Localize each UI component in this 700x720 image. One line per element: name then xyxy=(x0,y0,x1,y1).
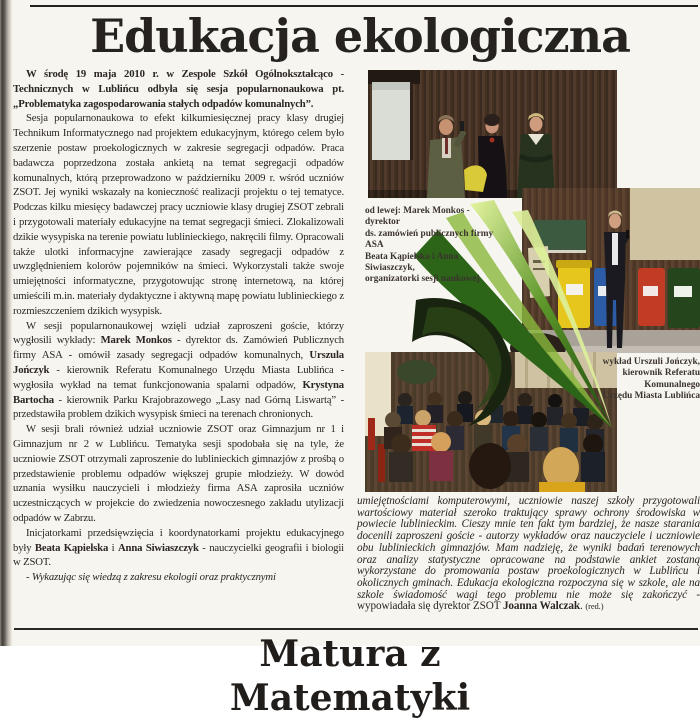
article-paragraph-initiators: Inicjatorkami przedsięwzięcia i koordynatorkami projektu edukacyjnego były Beata Kąpielska i Anna Siwiaszczyk - nauczycielki geografii i biologii w ZSOT. xyxy=(13,526,344,569)
article-paragraph-project: Sesja popularnonaukowa to efekt kilkumiesięcznej pracy klasy drugiej Technikum Informatycznego nad projektem edukacyjnym, którego celem było szerzenie postaw proekologicznych w zakresie segregacji odpadów. Praca badawcza poprzedzona została ankietą na temat segregacji odpadów komunalnych, którą przeprowadzono w październiku 2009 r. wśród uczniów ZSOT. Jej wyniki wskazały na konieczność realizacji projektu o tej tematyce. Podczas kilku miesięcy badawczej pracy uczniowie klasy drugiej ZSOT zebrali i przygotowali materiały edukacyjne na temat segregacji śmieci. Zlokalizowali dzikie wysypiska na terenie powiatu lublinieckiego, nakręcili filmy. Opracowali także ulotki informacyjne zawierające zasady segregacji odpadów z uwzględnieniem kolorów pojemników na śmieci. Wykorzystali także swoje umiejętności informatyczne, przygotowując stronę internetową, na której umieścili m.in. materiały dydaktyczne i aktywną mapę powiatu lublinieckiego z rozmieszczeniem dzikich wysypisk. xyxy=(13,112,344,317)
scan-gutter-shadow xyxy=(0,0,13,646)
article-paragraph-schools: W sesji brali również udział uczniowie ZSOT oraz Gimnazjum nr 1 i Gimnazjum nr 2 w Lublińcu. Tematyka sesji spodobała się na tyle, że uczniowie ZSOT otrzymali zaproszenie do lublinieckich gimnazjów z prośbą o przedstawienie problemu odpadów większej grupie młodzieży. W dowód uznania wysiłku nauczycieli i młodzieży firma ASA zaprosiła uczniów uczestniczących w projekcie do zwiedzenia nowoczesnego zakładu utylizacji odpadów w Zabrzu. xyxy=(13,423,344,524)
next-article-headline-partial: Matura z Matematyki xyxy=(229,633,471,719)
article-quote-start: - Wykazując się wiedzą z zakresu ekologii oraz praktycznymi xyxy=(26,571,276,584)
photo-speakers xyxy=(368,70,617,198)
photo-speakers-image xyxy=(368,70,617,198)
director-quote-block: umiejętnościami komputerowymi, uczniowie naszej szkoły przygotowali wartościowy materiał szeroko traktujący sprawy ochrony środowiska w powiecie lublinieckim. Cieszy mnie ten fakt tym bardziej, że nasze starania docenili zaproszeni goście - autorzy wykładów oraz nauczyciele i uczniowie obu lublinieckich gimnazjów. Mam nadzieję, że wyniki badań terenowych oraz analizy statystyczne opracowane na podstawie ankiet zostaną wykorzystane do promowania postaw proekologicznych w Lublińcu i okolicznych gminach. Edukacja ekologiczna rozpoczyna się w szkole, ale na szkole świadomość wagi tego problemu nie może się zakończyć - wypowiadała się dyrektor ZSOT Joanna Walczak. (red.) xyxy=(357,495,700,613)
article-lead: W środę 19 maja 2010 r. w Zespole Szkół Ogólnokształcąco - Technicznych w Lublińcu odbyła się sesja popularnonaukowa pt. „Problematyka zagospodarowania stałych odpadów komunalnych”. xyxy=(13,68,344,110)
bottom-rule xyxy=(14,628,698,630)
photo-caption-lecture: wykład Urszuli Jończyk, kierownik Referatu Komunalnego Urzędu Miasta Lublińca xyxy=(602,357,700,402)
article-body xyxy=(13,67,344,633)
page-title: Edukacja ekologiczna xyxy=(90,9,630,63)
photo-caption-speakers: od lewej: Marek Monkos - dyrektor ds. zamówień publicznych firmy ASA Beata Kąpielska i Anna Siwiaszczyk, organizatorki sesji naukowej xyxy=(365,206,494,285)
top-rule xyxy=(30,5,698,7)
article-paragraph-guests: W sesji popularnonaukowej wzięli udział zaproszeni goście, którzy wygłosili wykłady: Marek Monkos - dyrektor ds. Zamówień Publicznych firmy ASA - omówił zasady segregacji odpadów komunalnych, Urszula Jończyk - kierownik Referatu Komunalnego Urzędu Miasta Lublińca - wygłosiła wykład na temat funkcjonowania spalarni odpadów, Krystyna Bartocha - kierownik Parku Krajobrazowego „Lasy nad Górną Liswartą” - przedstawiła problem dzikich wysypisk śmieci na terenach chronionych. xyxy=(13,319,344,421)
